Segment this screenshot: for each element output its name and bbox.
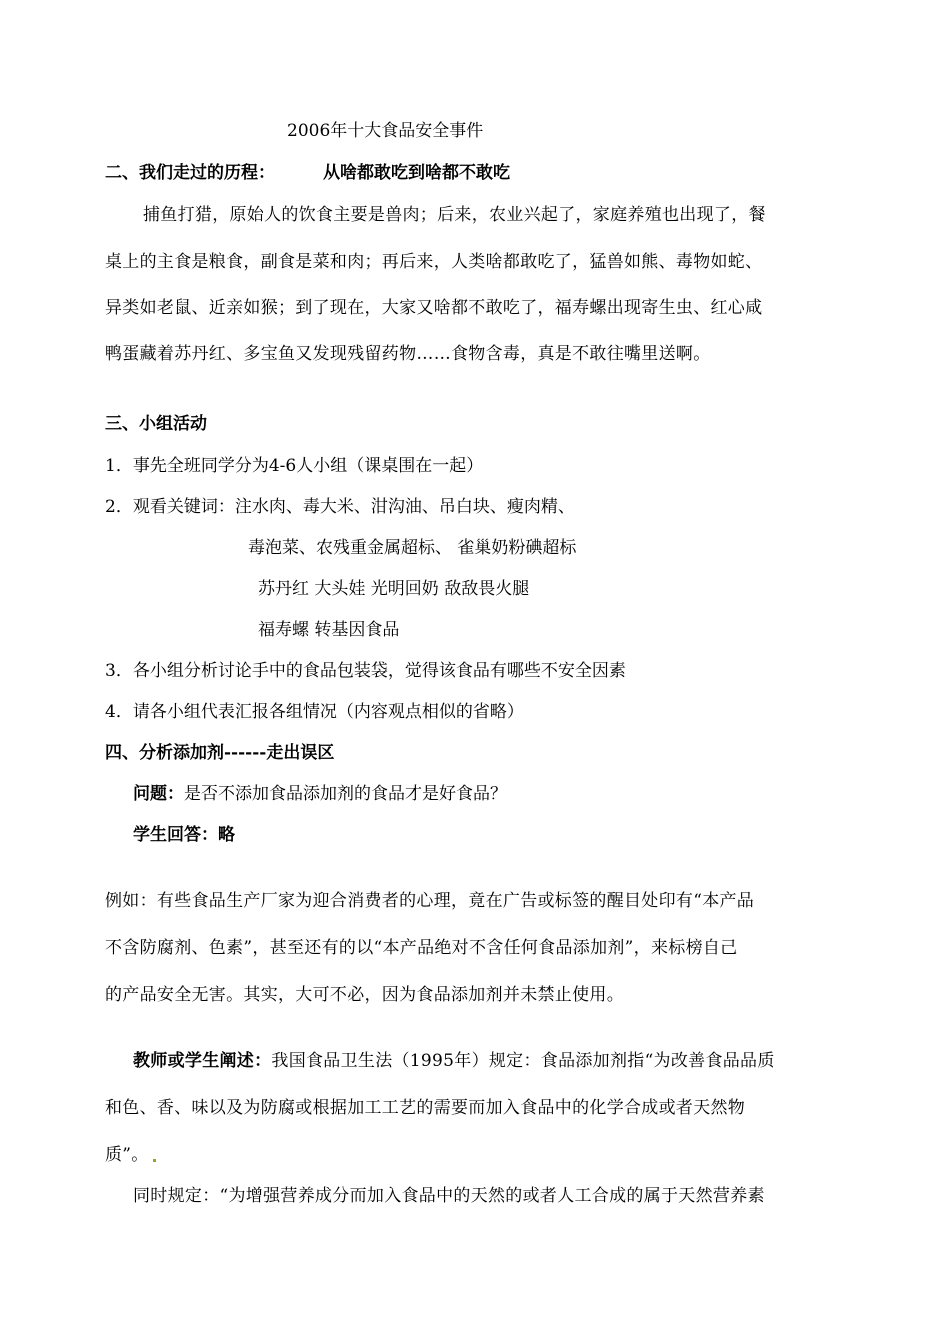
example-line: 例如：有些食品生产厂家为迎合消费者的心理，竟在广告或标签的醒目处印有“本产品 bbox=[105, 891, 755, 911]
section-4-heading: 四、分析添加剂------走出误区 bbox=[105, 743, 335, 763]
explanation-end: 质”。 bbox=[105, 1145, 149, 1165]
paragraph-line: 桌上的主食是粮食，副食是菜和肉；再后来，人类啥都敢吃了，猛兽如熊、毒物如蛇、 bbox=[105, 252, 763, 272]
question-text: 是否不添加食品添加剂的食品才是好食品？ bbox=[184, 784, 507, 804]
section-3-heading: 三、小组活动 bbox=[105, 414, 207, 434]
example-line: 的产品安全无害。其实，大可不必，因为食品添加剂并未禁止使用。 bbox=[105, 985, 624, 1005]
dot-mark bbox=[153, 1159, 156, 1162]
question-line bbox=[133, 784, 507, 804]
paragraph-line: 捕鱼打猎，原始人的饮食主要是兽肉；后来，农业兴起了，家庭养殖也出现了，餐 bbox=[143, 205, 766, 225]
keyword-line: 福寿螺 转基因食品 bbox=[258, 620, 400, 640]
student-answer: 学生回答：略 bbox=[133, 825, 235, 845]
example-line: 不含防腐剂、色素”，甚至还有的以“本产品绝对不含任何食品添加剂”，来标榜自己 bbox=[105, 938, 738, 958]
paragraph-line: 鸭蛋藏着苏丹红、多宝鱼又发现残留药物……食物含毒，真是不敢往嘴里送啊。 bbox=[105, 344, 711, 364]
question-label: 问题： bbox=[133, 784, 184, 804]
explanation-line bbox=[105, 1145, 156, 1165]
paragraph-line: 异类如老鼠、近亲如猴；到了现在，大家又啥都不敢吃了，福寿螺出现寄生虫、红心咸 bbox=[105, 298, 763, 318]
section-2-subheading: 从啥都敢吃到啥都不敢吃 bbox=[323, 163, 510, 183]
list-item: 4．请各小组代表汇报各组情况（内容观点相似的省略） bbox=[105, 702, 524, 722]
explanation-line bbox=[133, 1051, 775, 1071]
section-2-heading: 二、我们走过的历程： bbox=[105, 163, 275, 183]
list-item: 1．事先全班同学分为4-6人小组（课桌围在一起） bbox=[105, 456, 484, 476]
last-line: 同时规定：“为增强营养成分而加入食品中的天然的或者人工合成的属于天然营养素 bbox=[133, 1186, 765, 1206]
explanation-line: 和色、香、味以及为防腐或根据加工工艺的需要而加入食品中的化学合成或者天然物 bbox=[105, 1098, 746, 1118]
keyword-line: 苏丹红 大头娃 光明回奶 敌敌畏火腿 bbox=[258, 579, 530, 599]
list-item: 2．观看关键词：注水肉、毒大米、泔沟油、吊白块、瘦肉精、 bbox=[105, 497, 575, 517]
explanation-text: 我国食品卫生法（1995年）规定：食品添加剂指“为改善食品品质 bbox=[271, 1051, 775, 1071]
keyword-line: 毒泡菜、农残重金属超标、 雀巢奶粉碘超标 bbox=[248, 538, 577, 558]
explanation-label: 教师或学生阐述： bbox=[133, 1051, 272, 1071]
document-title: 2006年十大食品安全事件 bbox=[287, 121, 484, 141]
list-item: 3．各小组分析讨论手中的食品包装袋，觉得该食品有哪些不安全因素 bbox=[105, 661, 626, 681]
